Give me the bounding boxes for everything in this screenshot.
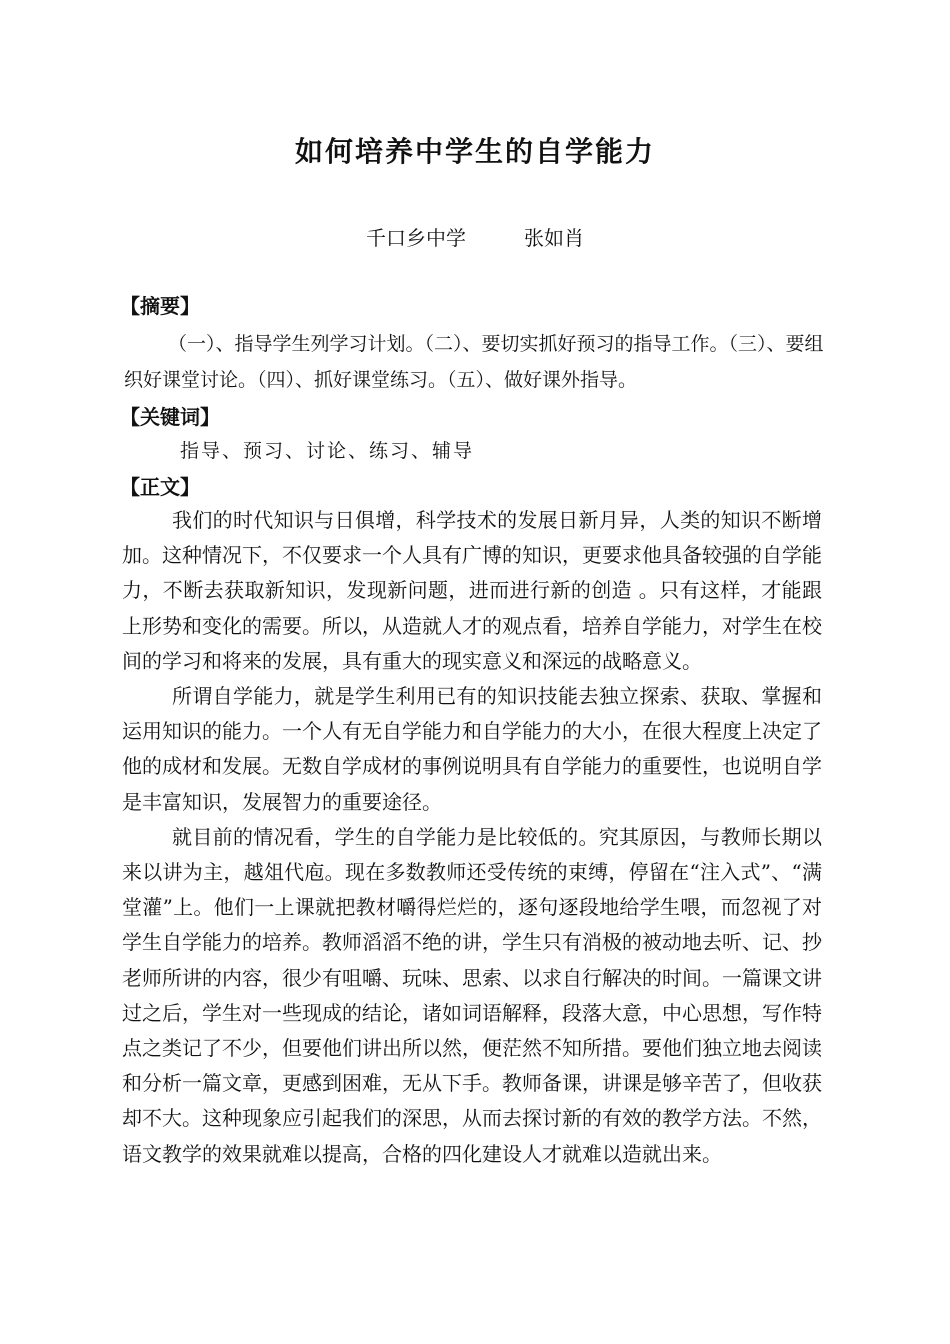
body-text [122,503,822,1172]
body-heading: 【正文】 [120,475,200,499]
body-paragraph-1: 我们的时代知识与日俱增，科学技术的发展日新月异，人类的知识不断增加。这种情况下，不仅要求一个人具有广博的知识，更要求他具备较强的自学能力，不断去获取新知识，发现新问题，进而进行新的创造 。只有这样，才能跟上形势和变化的需要。所以，从造就人才的观点看，培养自学能力，对学生在校间的学习和将来的发展，具有重大的现实意义和深远的战略意义。 [122,508,822,673]
document-title: 如何培养中学生的自学能力 [294,135,655,168]
keywords-text: 指导、预习、讨论、练习、辅导 [180,440,475,462]
body-paragraph-3: 就目前的情况看，学生的自学能力是比较低的。究其原因，与教师长期以来以讲为主，越俎代庖。现在多数教师还受传统的束缚，停留在“注入式”、“满堂灌”上。他们一上课就把教材嚼得烂烂的，逐句逐段地给学生喂，而忽视了对学生自学能力的培养。教师滔滔不绝的讲，学生只有消极的被动地去听、记、抄老师所讲的内容，很少有咀嚼、玩味、思索、以求自行解决的时间。一篇课文讲过之后，学生对一些现成的结论，诸如词语解释，段落大意，中心思想，写作特点之类记了不少，但要他们讲出所以然，便茫然不知所措。要他们独立地去阅读和分析一篇文章，更感到困难，无从下手。教师备课，讲课是够辛苦了，但收获却不大。这种现象应引起我们的深思，从而去探讨新的有效的教学方法。不然，语文教学的效果就难以提高，合格的四化建设人才就难以造就出来。 [122,824,822,1166]
author-school: 千口乡中学 [366,226,466,250]
body-paragraph-2: 所谓自学能力，就是学生利用已有的知识技能去独立探索、获取、掌握和运用知识的能力。一个人有无自学能力和自学能力的大小，在很大程度上决定了他的成材和发展。无数自学成材的事例说明具有自学能力的重要性，也说明自学是丰富知识，发展智力的重要途径。 [122,684,822,814]
author-name: 张如肖 [524,226,584,250]
keywords-heading: 【关键词】 [120,405,220,429]
author-line [0,222,950,251]
abstract-heading: 【摘要】 [120,294,200,318]
abstract-text: （一）、指导学生列学习计划。（二）、要切实抓好预习的指导工作。（三）、要组织好课堂讨论。（四）、抓好课堂练习。（五）、做好课外指导。 [124,333,824,391]
